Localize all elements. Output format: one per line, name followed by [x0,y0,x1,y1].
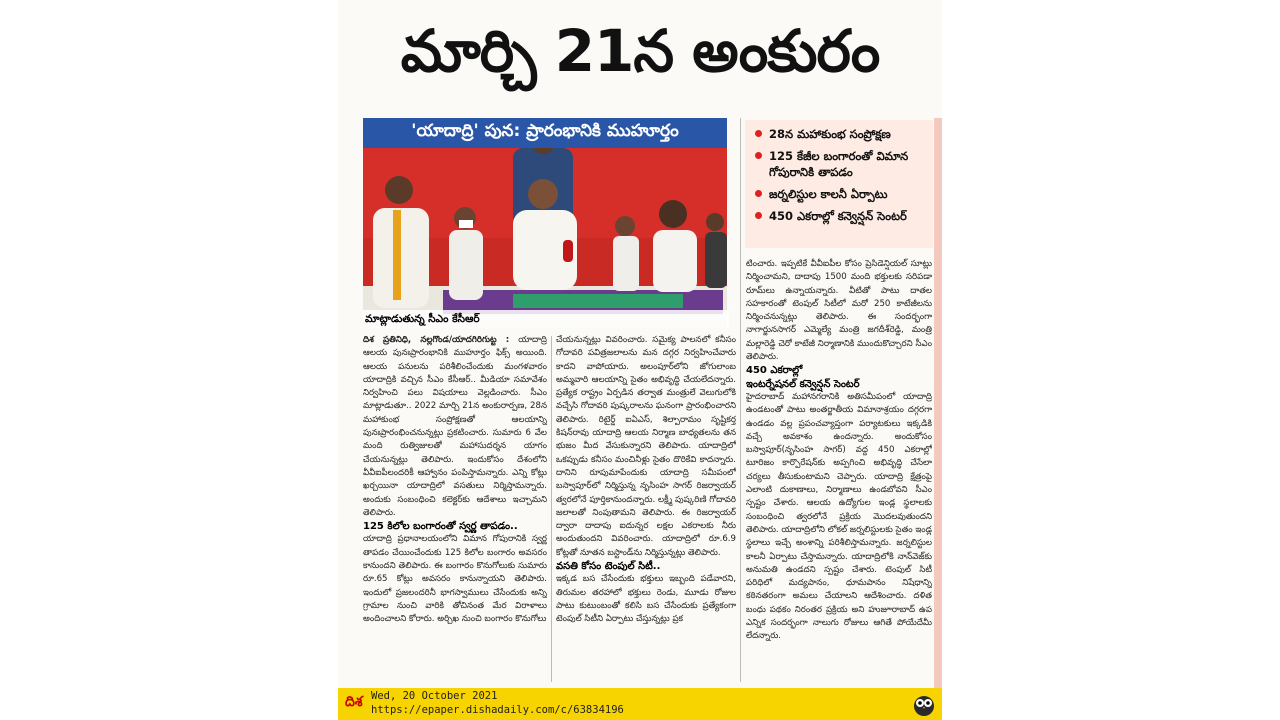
highlight-item: 450 ఎకరాల్లో కన్వెన్షన్ సెంటర్ [755,208,933,224]
subheading: 450 ఎకరాల్లో [746,365,803,377]
body-text: యాదాద్రి ఆలయ పునఃప్రారంభానికి ముహూర్తం ఫిక్స్ అయింది. ఆలయ పనులను పరిశీలించేందుకు మంగళవారం యాదాద్రికి వచ్చిన సీఎం కేసీఆర్.. మీడియా సమావేశం నిర్వహించి పలు విషయాలు వెల్లడించారు. సీఎం మాట్లాడుతూ.. 2022 మార్చి 21న అంకురార్పణ, 28న మహాకుంభ సంప్రోక్షణతో ఆలయాన్ని పునఃప్రారంభించనున్నట్లు ప్రకటించారు. సుమారు 6 వేల మంది రుత్విజులతో మహాసుదర్శన యాగం చేయనున్నట్లు తెలిపారు. ఇందుకోసం దేశంలోని వీవీఐపీలందరికీ ఆహ్వానం పంపిస్తామన్నారు. ఎన్ని కోట్లు ఖర్చయినా యాదాద్రిలో వసతులు నిర్మిస్తామన్నారు. అందుకు సంబంధించి కలెక్టర్‌కు ఆదేశాలు ఇచ్చామని తెలిపారు. [363,335,547,518]
subheading: వసతి కోసం టెంపుల్ సిటీ.. [556,561,661,573]
body-text: యాదాద్రి ప్రధానాలయంలోని విమాన గోపురానికి స్వర్ణ తాపడం చేయించేందుకు 125 కిలోల బంగారం అవసరం కానుందని తెలిపారు. ఈ బంగారం కొనుగోలుకు సుమారు రూ.65 కోట్లు అవసరం కానున్నాయని తెలిపారు. ఇందులో ప్రజలందరినీ భాగస్వాములు చేసేందుకు అన్ని గ్రామాల నుంచి వారికి తోచినంత మేర విరాళాలు అందించాలని కోరారు. అర్చిఖ నుంచి బంగారం కొనుగోలు [363,534,547,625]
people-photo-illustration [363,118,727,328]
column-divider [551,336,552,682]
column-divider [740,118,741,682]
bullet-dot-icon [755,212,762,219]
footer-bar [338,688,942,720]
highlights-box [745,120,933,248]
edition-date: Wed, 20 October 2021 [371,690,498,702]
body-text: చేయనున్నట్లు వివరించారు. సమైక్య పాలనలో కనీసం గోదావరి పవిత్రజలాలను మన దగ్గర నిర్వహించేవారు కాదని వాపోయారు. అలంపూర్‌లోని జోగులాంబ అమ్మవారి ఆలయాన్ని సైతం అభివృద్ధి చేయలేదన్నారు. ప్రత్యేక రాష్ట్రం ఏర్పడిన తర్వాత మంత్రులే వెలుగులోకి వచ్చేసి గోదావరి పుష్కరాలను ఘనంగా ప్రారంభించారని తెలిపారు. రిటైర్డ్ ఐఏఎస్, శిల్పారామం సృష్టికర్త కిషన్‌రావు యాదాద్రి ఆలయ నిర్మాణ బాధ్యతలను తన భుజం మీద వేసుకున్నారని తెలిపారు. యాదాద్రిలో ఒకప్పుడు కనీసం మంచినీళ్లు సైతం దొరికేవి కాదన్నారు. దానిని రూపుమాపేందుకు యాదాద్రి సమీపంలో బస్వాపూర్‌లో నిర్మిస్తున్న నృసింహ సాగర్ రిజర్వాయర్ త్వరలోనే పూర్తికానుందన్నారు. లక్ష్మీ పుష్కరిణి గోదావరి జలాలతో నింపుతామని తెలిపారు. ఈ రిజర్వాయర్ ద్వారా దాదాపు ఐదున్నర లక్షల ఎకరాలకు నీరు అందుతుందని వివరించారు. యాదాద్రిలో రూ.6.9 కోట్లతో నూతన బస్టాండ్‌ను నిర్మిస్తున్నట్లు తెలిపారు. [556,335,736,558]
bullet-dot-icon [755,152,762,159]
highlight-item: జర్నలిస్టుల కాలనీ ఏర్పాటు [755,186,933,202]
highlight-item: 125 కేజీల బంగారంతో విమాన గోపురానికి తాపడం [755,148,933,180]
epaper-link[interactable]: https://epaper.dishadaily.com/c/63834196 [371,704,624,716]
article-column-1 [363,334,547,682]
article-column-2 [556,334,736,682]
dateline: దిశ ప్రతినిధి, నల్లగొండ/యాదగిరిగుట్ట : [363,335,510,345]
headline: మార్చి 21న అంకురం [400,18,880,85]
article-column-3 [746,258,932,684]
subheading: 125 కిలోల బంగారంతో స్వర్ణ తాపడం.. [363,521,518,533]
page-edge [934,118,942,688]
body-text: హైదరాబాద్ మహానగరానికి అతిసమీపంలో యాదాద్రి ఉండటంతో పాటు అంతర్జాతీయ విమానాశ్రయం దగ్గరగా ఉండడం వల్ల ప్రపంచవ్యాప్తంగా పర్యాటకులు ఇక్కడికి వచ్చే అవకాశం ఉందన్నారు. అందుకోసం బస్వాపూర్(నృసింహ సాగర్) వద్ద 450 ఎకరాల్లో టూరిజం కార్పొరేషన్‌కు అప్పగించి అభివృద్ధి చేసేలా చర్యలు తీసుకుంటామని చెప్పారు. యాదాద్రి క్షేత్రంపై ఎలాంటి దుకాణాలు, నిర్మాణాలు ఉండబోవని సీఎం స్పష్టం చేశారు. ఆలయ ఉద్యోగుల ఇండ్ల స్థలాలకు సంబంధించి త్వరలోనే ప్రక్రియ మొదలవుతుందని తెలిపారు. యాదాద్రిలోని లోకల్ జర్నలిస్టులకు సైతం ఇండ్ల స్థలాలు ఇచ్చే అంశాన్ని పరిశీలిస్తామన్నారు. జర్నలిస్టుల కాలనీ ఏర్పాటు చేస్తామన్నారు. యాదాద్రిలోకి నాన్‌వెజ్‌కు అనుమతి ఉండదని స్పష్టం చేశారు. టెంపుల్ సిటీ పరిధిలో మద్యపానం, ధూమపానం నిషేధాన్ని కఠినతరంగా అమలు చేయాలని ఆదేశించారు. దళిత బంధు పథకం నిరంతర ప్రక్రియ అని హుజూరాబాద్ ఉప ఎన్నిక సందర్భంగా నాలుగు రోజులు ఆగితే పోయేదేమీ లేదన్నారు. [746,391,932,642]
bullet-dot-icon [755,190,762,197]
bullet-dot-icon [755,130,762,137]
highlight-item: 28న మహాకుంభ సంప్రోక్షణ [755,126,933,142]
owl-icon [912,691,936,717]
article-photo [363,118,727,328]
photo-banner: 'యాదాద్రి' పున: ప్రారంభానికి ముహూర్తం [363,118,727,148]
disha-logo: దిశ [345,694,363,710]
body-text: టించారు. ఇప్పటికే వీవీఐపీల కోసం ప్రెసిడెన్షియల్ సూట్లు నిర్మించామని, దాదాపు 1500 మంది భక్తులకు సరిపడా రూమ్‌లు ఉన్నాయన్నారు. వీటితో పాటు దాతల సహకారంతో టెంపుల్ సిటీలో మరో 250 కాటేజీలను నిర్మించనున్నట్లు తెలిపారు. ఈ సందర్భంగా నాగార్జునసాగర్ ఎమ్మెల్యే మంత్రి జగదీశ్‌రెడ్డి, మంత్రి మల్లారెడ్డి చెరో కాటేజీ నిర్మాణానికి ముందుకొచ్చారని సీఎం తెలిపారు. [746,259,932,363]
subheading: ఇంటర్నేషనల్ కన్వెన్షన్ సెంటర్ [746,378,860,390]
body-text: ఇక్కడ బస చేసేందుకు భక్తులు ఇబ్బంది పడేవారని, తిరుమల తరహాలో భక్తులు రెండు, మూడు రోజుల పాటు కుటుంబంతో కలిసి బస చేసేందుకు ప్రత్యేకంగా టెంపుల్ సిటీని ఏర్పాటు చేస్తున్నట్లు ప్రక [556,574,736,625]
photo-caption: మాట్లాడుతున్న సీఎం కేసీఆర్ [363,310,729,328]
